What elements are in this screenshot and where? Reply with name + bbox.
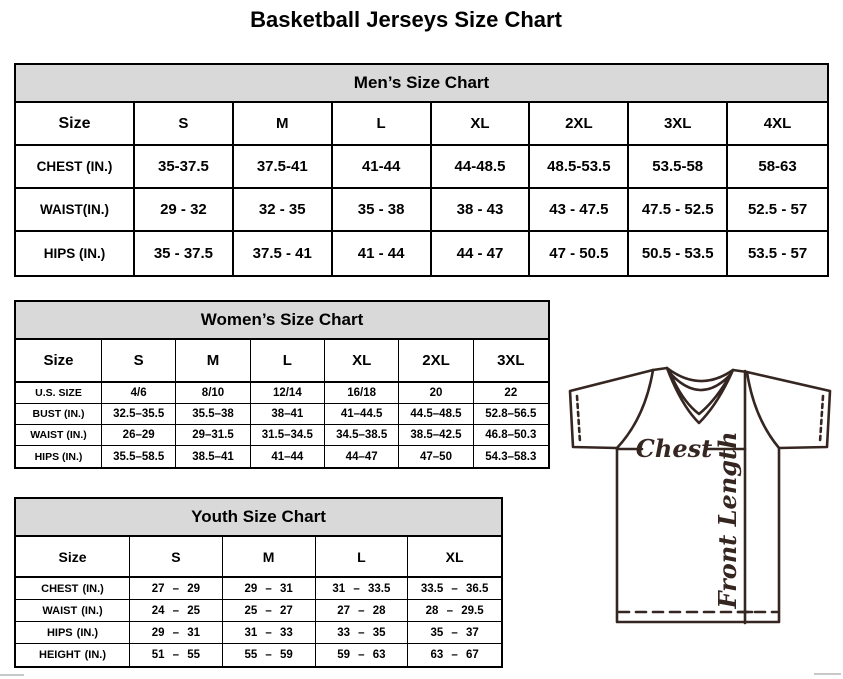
table-header-cell: S bbox=[135, 103, 234, 146]
table-cell: 38–41 bbox=[251, 404, 325, 425]
jersey-diagram bbox=[560, 360, 840, 632]
table-row-label: U.S. SIZE bbox=[16, 383, 102, 404]
table-header-cell: XL bbox=[432, 103, 531, 146]
table-cell: 51 – 55 bbox=[130, 644, 223, 666]
youth-table-title-band: Youth Size Chart bbox=[16, 499, 501, 537]
page-title: Basketball Jerseys Size Chart bbox=[250, 7, 562, 32]
table-row-label: BUST (IN.) bbox=[16, 404, 102, 425]
table-cell: 32 - 35 bbox=[234, 189, 333, 232]
table-cell: 38.5–42.5 bbox=[399, 425, 473, 446]
table-cell: 29 – 31 bbox=[130, 622, 223, 644]
table-header-cell: M bbox=[234, 103, 333, 146]
table-cell: 46.8–50.3 bbox=[474, 425, 548, 446]
table-header-cell: M bbox=[176, 340, 250, 383]
table-cell: 53.5 - 57 bbox=[747, 245, 808, 262]
table-row-label: CHEST (IN.) bbox=[16, 146, 135, 189]
table-cell: 59 – 63 bbox=[316, 644, 409, 666]
table-cell: 47–50 bbox=[399, 446, 473, 467]
table-cell: 12/14 bbox=[251, 383, 325, 404]
page-edge-artifact-right bbox=[814, 673, 841, 675]
womens-size-chart-table bbox=[14, 300, 550, 469]
cuff-dashed-left bbox=[577, 396, 580, 442]
table-cell: 31 – 33 bbox=[223, 622, 316, 644]
womens-table-grid bbox=[16, 340, 548, 467]
chest-label: Chest bbox=[635, 434, 713, 463]
table-cell: 4/6 bbox=[102, 383, 176, 404]
table-cell: 52.5 - 57 bbox=[728, 189, 827, 232]
table-row-label: HIPS (IN.) bbox=[16, 622, 130, 644]
mens-table-title-band: Men’s Size Chart bbox=[16, 65, 827, 103]
table-cell: 44–47 bbox=[325, 446, 399, 467]
table-row-label: WAIST (IN.) bbox=[16, 600, 130, 622]
table-cell: 31.5–34.5 bbox=[251, 425, 325, 446]
table-cell: 28 – 29.5 bbox=[408, 600, 501, 622]
cuff-dashed-right bbox=[820, 396, 823, 442]
table-cell: 35 - 38 bbox=[333, 189, 432, 232]
table-cell: 41–44.5 bbox=[325, 404, 399, 425]
table-cell: 27 – 29 bbox=[130, 578, 223, 600]
table-cell: 44.5–48.5 bbox=[399, 404, 473, 425]
table-row-label: CHEST (IN.) bbox=[16, 578, 130, 600]
youth-table-grid bbox=[16, 537, 501, 666]
page-edge-artifact-left bbox=[0, 674, 24, 676]
table-header-cell: Size bbox=[16, 103, 135, 146]
table-cell: 35.5–38 bbox=[176, 404, 250, 425]
table-cell: 26–29 bbox=[102, 425, 176, 446]
table-cell: 35 – 37 bbox=[408, 622, 501, 644]
table-header-cell: XL bbox=[325, 340, 399, 383]
table-cell: 35.5–58.5 bbox=[102, 446, 176, 467]
youth-size-chart-table bbox=[14, 497, 503, 668]
table-cell: 55 – 59 bbox=[223, 644, 316, 666]
vneck-collar-icon bbox=[667, 368, 733, 423]
mens-table-grid bbox=[16, 103, 827, 275]
table-header-cell: L bbox=[316, 537, 409, 578]
table-cell: 35 - 37.5 bbox=[135, 232, 234, 275]
table-cell: 37.5-41 bbox=[234, 146, 333, 189]
table-cell: 32.5–35.5 bbox=[102, 404, 176, 425]
table-cell: 47.5 - 52.5 bbox=[629, 189, 728, 232]
table-header-cell: L bbox=[333, 103, 432, 146]
front-length-label: Front Length bbox=[713, 431, 742, 609]
table-cell: 38 - 43 bbox=[432, 189, 531, 232]
table-cell: 44 - 47 bbox=[432, 232, 531, 275]
table-row-label: HEIGHT (IN.) bbox=[16, 644, 130, 666]
table-cell: 27 – 28 bbox=[316, 600, 409, 622]
table-cell: 63 – 67 bbox=[430, 649, 479, 661]
table-cell: 37.5 - 41 bbox=[234, 232, 333, 275]
table-row-label: WAIST(IN.) bbox=[16, 189, 135, 232]
table-cell: 47 - 50.5 bbox=[530, 232, 629, 275]
table-cell: 33 – 35 bbox=[316, 622, 409, 644]
table-cell: 50.5 - 53.5 bbox=[629, 232, 728, 275]
table-header-cell: S bbox=[102, 340, 176, 383]
table-cell: 44-48.5 bbox=[432, 146, 531, 189]
table-header-cell: L bbox=[251, 340, 325, 383]
womens-table-title-band: Women’s Size Chart bbox=[16, 302, 548, 340]
table-cell: 35-37.5 bbox=[135, 146, 234, 189]
table-cell: 31 – 33.5 bbox=[316, 578, 409, 600]
table-cell: 52.8–56.5 bbox=[474, 404, 548, 425]
table-cell: 38.5–41 bbox=[176, 446, 250, 467]
jersey-outline bbox=[570, 368, 830, 622]
table-header-cell: Size bbox=[16, 537, 130, 578]
table-row-label: HIPS (IN.) bbox=[16, 446, 102, 467]
table-row-label: WAIST (IN.) bbox=[16, 425, 102, 446]
table-cell: 48.5-53.5 bbox=[530, 146, 629, 189]
table-cell: 53.5-58 bbox=[629, 146, 728, 189]
table-header-cell: S bbox=[130, 537, 223, 578]
table-header-cell: M bbox=[223, 537, 316, 578]
table-cell: 54.3–58.3 bbox=[485, 450, 537, 463]
table-cell: 16/18 bbox=[325, 383, 399, 404]
table-header-cell: Size bbox=[16, 340, 102, 383]
mens-size-chart-table bbox=[14, 63, 829, 277]
table-cell: 29–31.5 bbox=[176, 425, 250, 446]
table-cell: 43 - 47.5 bbox=[530, 189, 629, 232]
table-header-cell: 3XL bbox=[474, 340, 548, 383]
table-cell: 33.5 – 36.5 bbox=[408, 578, 501, 600]
table-cell: 41 - 44 bbox=[333, 232, 432, 275]
table-cell: 8/10 bbox=[176, 383, 250, 404]
table-cell: 24 – 25 bbox=[130, 600, 223, 622]
table-cell: 41–44 bbox=[251, 446, 325, 467]
table-header-cell: 2XL bbox=[530, 103, 629, 146]
table-cell: 25 – 27 bbox=[223, 600, 316, 622]
table-row-label: HIPS (IN.) bbox=[16, 232, 135, 275]
table-cell: 41-44 bbox=[333, 146, 432, 189]
table-header-cell: XL bbox=[408, 537, 501, 578]
table-header-cell: 3XL bbox=[629, 103, 728, 146]
armhole-seam-right-icon bbox=[747, 372, 779, 448]
table-cell: 29 – 31 bbox=[223, 578, 316, 600]
table-cell: 34.5–38.5 bbox=[325, 425, 399, 446]
table-header-cell: 2XL bbox=[399, 340, 473, 383]
table-cell: 29 - 32 bbox=[135, 189, 234, 232]
table-cell: 20 bbox=[399, 383, 473, 404]
table-cell: 58-63 bbox=[728, 146, 827, 189]
table-header-cell: 4XL bbox=[728, 103, 827, 146]
table-cell: 22 bbox=[474, 383, 548, 404]
